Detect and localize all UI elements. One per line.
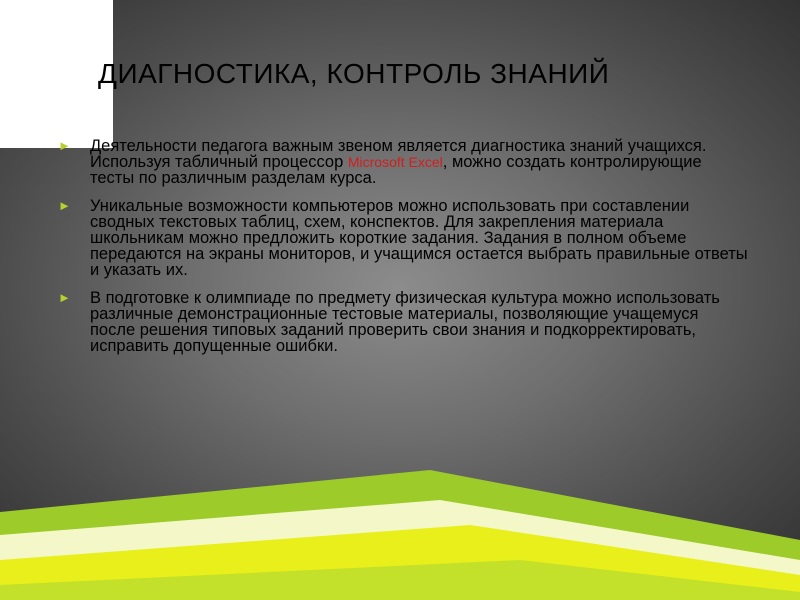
bullet-text-1-end: , можно создать контролирующие тесты по различным разделам курса. bbox=[90, 153, 702, 187]
white-corner-block bbox=[0, 0, 113, 148]
bullet-text-1-start: Деятельности педагога важным звеном является диагностика знаний учащихся. Используя табличный процессор bbox=[90, 137, 707, 171]
yellow-stripe bbox=[0, 525, 800, 600]
bullet-item-3 bbox=[58, 290, 748, 354]
arrow-bullet-icon: ► bbox=[58, 198, 71, 213]
light-stripe bbox=[0, 500, 800, 600]
arrow-bullet-icon: ► bbox=[58, 290, 71, 305]
bullet-text-3: В подготовке к олимпиаде по предмету физическая культура можно использовать различные демонстрационные тестовые материалы, позволяющие учащемуся после решения типовых заданий проверить свои знания и подкорректировать, исправить допущенные ошибки. bbox=[90, 289, 720, 355]
slide-title: ДИАГНОСТИКА, КОНТРОЛЬ ЗНАНИЙ bbox=[98, 58, 610, 89]
bullet-list bbox=[58, 138, 748, 366]
bullet-item-1 bbox=[58, 138, 748, 186]
lime-stripe-bottom bbox=[0, 560, 800, 600]
green-stripe bbox=[0, 470, 800, 600]
bullet-item-2 bbox=[58, 198, 748, 278]
highlighted-software-name: Microsoft Excel bbox=[347, 154, 443, 170]
bullet-text-2: Уникальные возможности компьютеров можно использовать при составлении сводных текстовых таблиц, схем, конспектов. Для закрепления материала школьникам можно предложить короткие задания. Задания в полном объеме передаются на экраны мониторов, и учащимся остается выбрать правильные ответы и указать их. bbox=[90, 197, 748, 279]
arrow-bullet-icon: ► bbox=[58, 138, 71, 153]
